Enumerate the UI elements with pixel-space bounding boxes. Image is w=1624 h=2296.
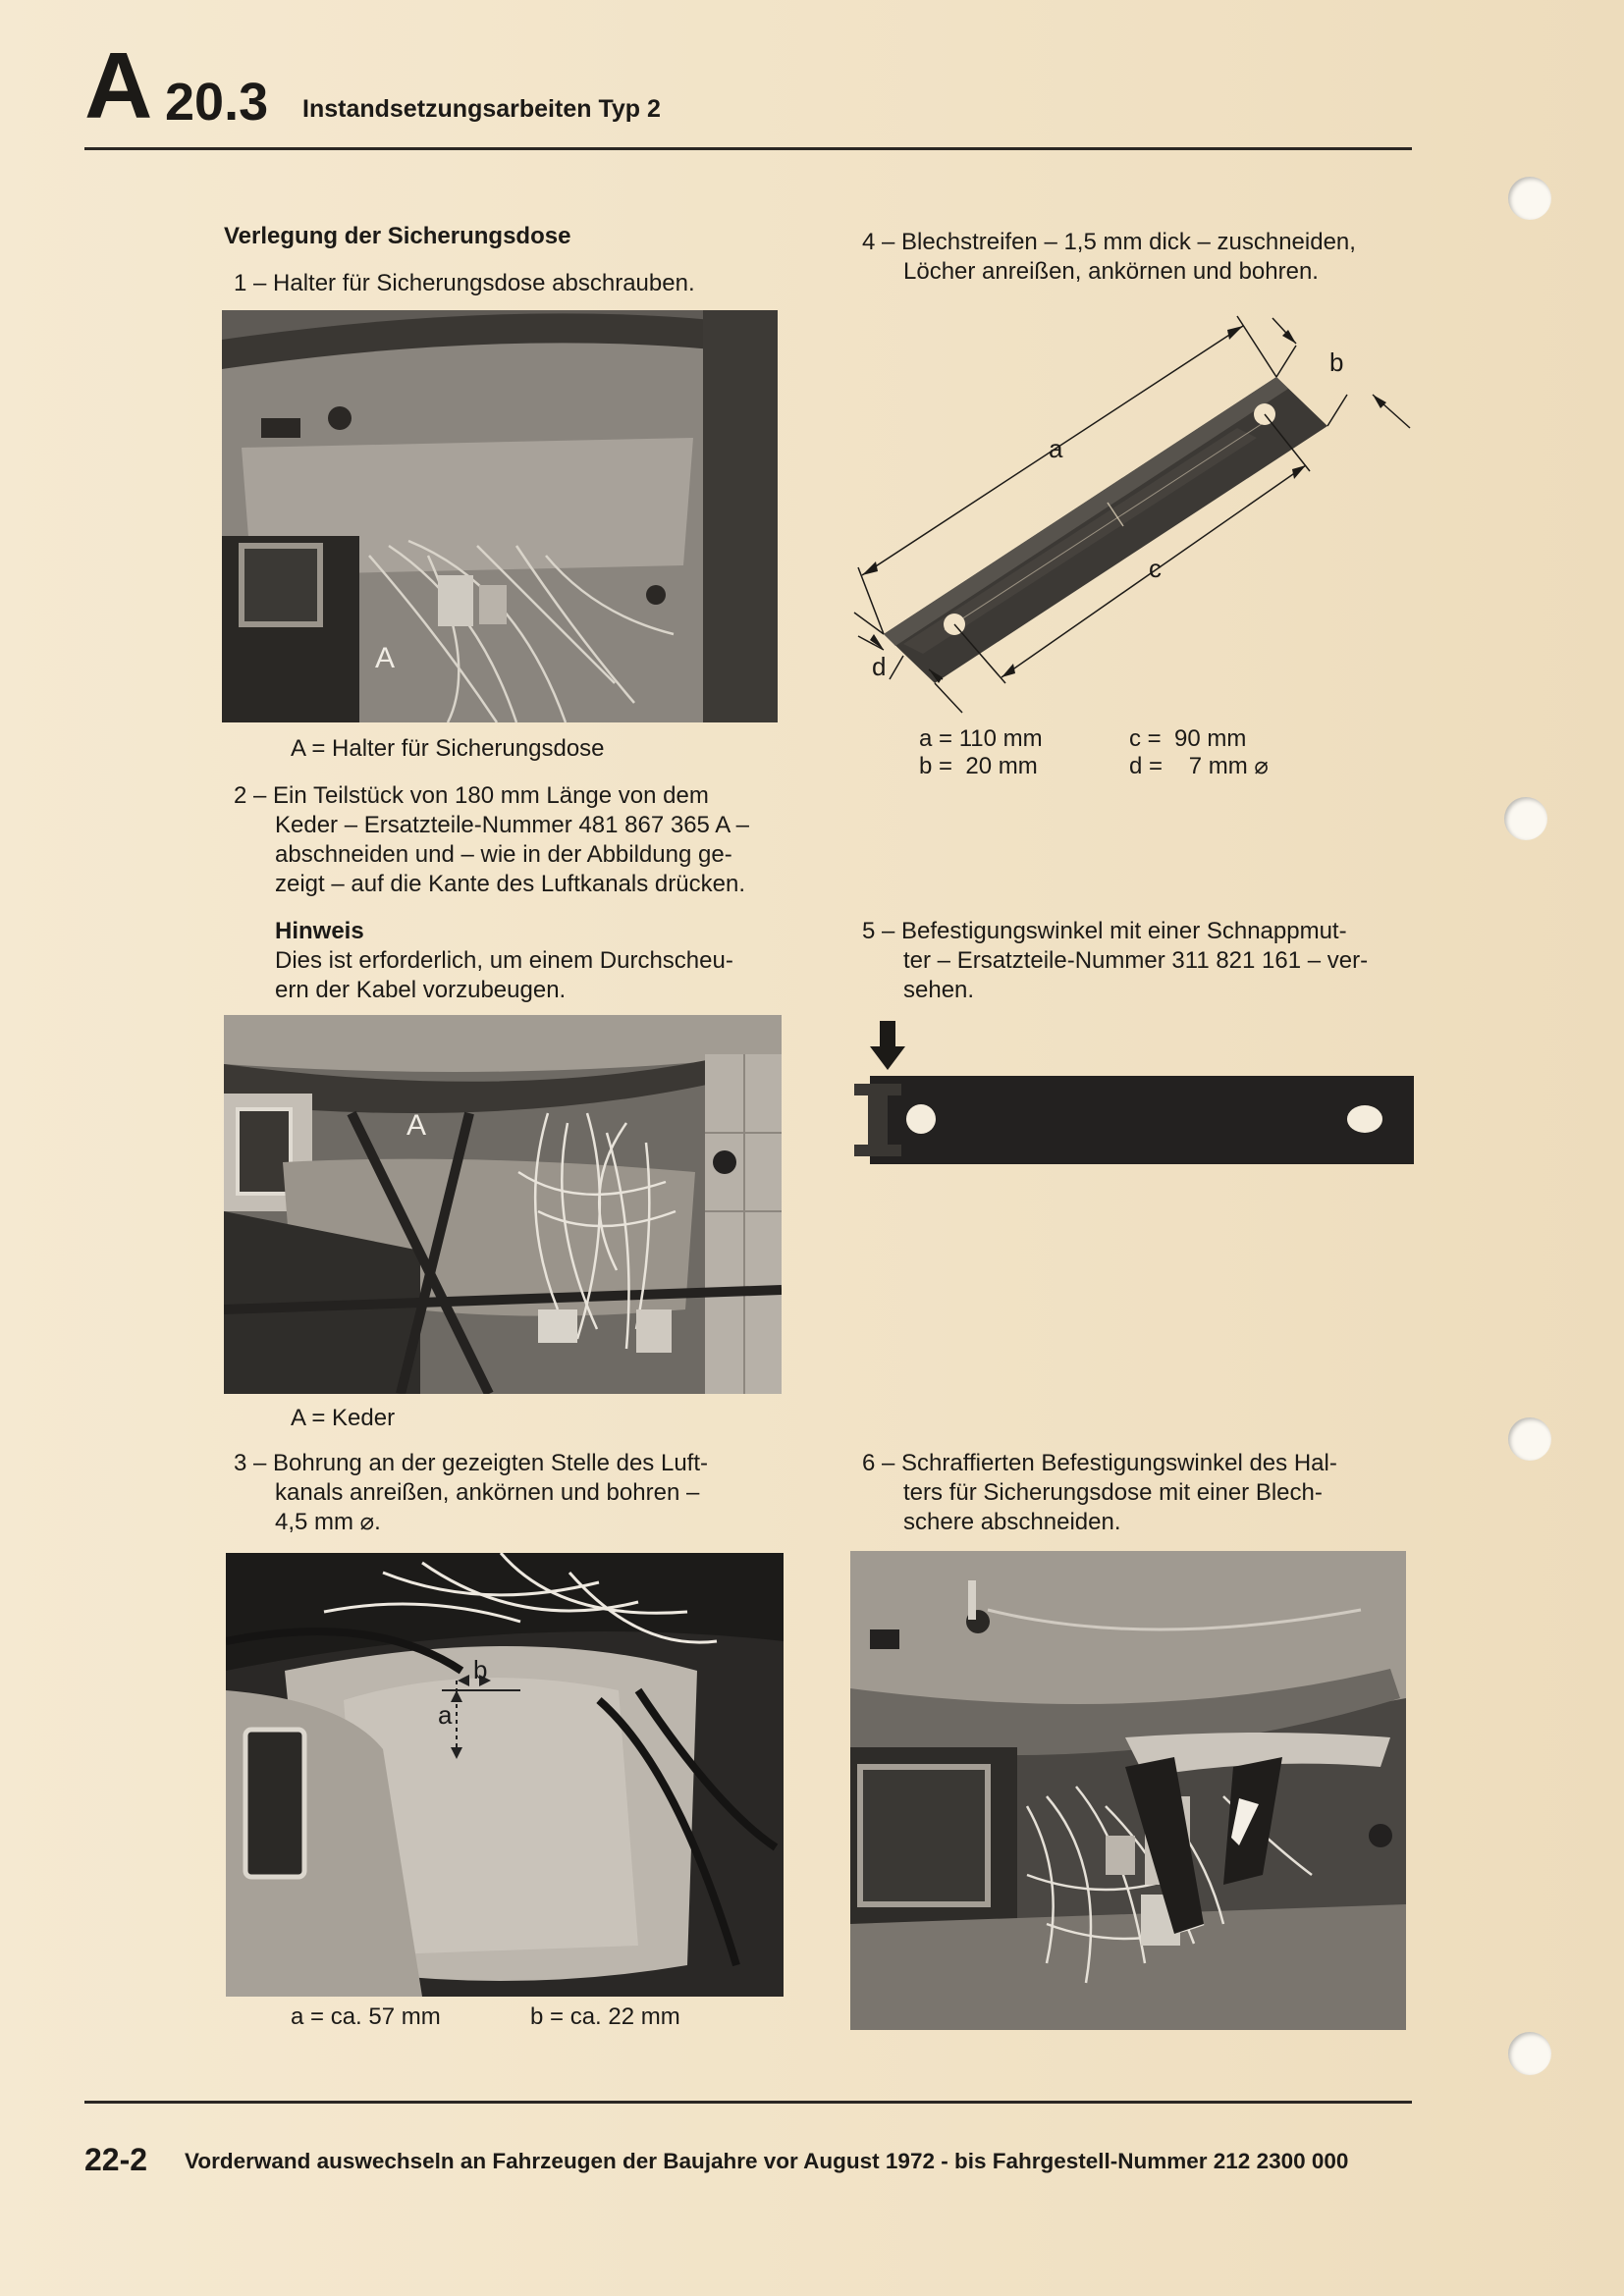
note-heading: Hinweis [275,918,364,944]
bracket-with-snap-nut [850,1021,1420,1168]
dimension-d: d = 7 mm ⌀ [1129,753,1269,779]
punch-hole [1508,1417,1551,1461]
photo-fuse-box-bracket [222,310,778,722]
photo-edge-trim [224,1015,782,1394]
step-2 [234,781,782,899]
note-line: Dies ist erforderlich, um einem Durchscheu- [275,947,733,974]
note-text [275,946,785,1005]
step-3 [234,1449,782,1537]
bracket-hole [906,1104,936,1134]
photo-label-a: a [438,1700,453,1730]
step-3-line: 3 – Bohrung an der gezeigten Stelle des Luft- [234,1450,708,1476]
label-a: a [1049,434,1063,463]
caption-3a: a = ca. 57 mm [291,2003,441,2030]
caption-1: A = Halter für Sicherungsdose [291,735,605,762]
photo-label-b: b [473,1655,488,1684]
label-d: d [872,652,887,681]
step-6-line: 6 – Schraffierten Befestigungswinkel des Hal- [862,1450,1337,1476]
punch-hole [1508,2032,1551,2075]
caption-3b: b = ca. 22 mm [530,2003,680,2030]
step-5-line: 5 – Befestigungswinkel mit einer Schnappmut- [862,918,1347,944]
note-line: ern der Kabel vorzubeugen. [275,977,567,1003]
section-letter: A [84,33,149,138]
step-5 [862,917,1412,1005]
label-b: b [1329,347,1344,377]
label-c: c [1149,554,1162,583]
step-2-line: zeigt – auf die Kante des Luftkanals drücken. [275,871,745,897]
section-header [84,33,1420,138]
step-4-line: Löcher anreißen, ankörnen und bohren. [903,258,1319,285]
step-3-line: kanals anreißen, ankörnen und bohren – [275,1479,700,1506]
caption-2: A = Keder [291,1405,396,1431]
step-6-line: ters für Sicherungsdose mit einer Blech- [903,1479,1323,1506]
section-heading: Verlegung der Sicherungsdose [224,223,571,249]
step-2-line: abschneiden und – wie in der Abbildung ge- [275,841,732,868]
bracket-drawing [850,1021,1420,1168]
arrow-icon [870,1021,905,1070]
step-3-line: 4,5 mm ⌀. [275,1509,381,1535]
section-number: 20.3 [165,73,269,132]
dimension-a: a = 110 mm [919,725,1043,752]
punch-hole [1508,177,1551,220]
header-rule [84,147,1412,150]
bracket-hole [1347,1105,1382,1133]
page-number: 22-2 [84,2142,148,2177]
photo-label-a: A [406,1109,427,1142]
step-5-line: sehen. [903,977,975,1003]
photo-label-a: A [375,642,396,674]
step-4-line: 4 – Blechstreifen – 1,5 mm dick – zuschneiden, [862,229,1356,255]
step-2-line: 2 – Ein Teilstück von 180 mm Länge von dem [234,782,709,809]
step-1: 1 – Halter für Sicherungsdose abschrauben. [234,270,695,296]
step-2-line: Keder – Ersatzteile-Nummer 481 867 365 A – [275,812,749,838]
strip-dimension-diagram [844,310,1434,722]
dimension-c: c = 90 mm [1129,725,1247,752]
strip-drawing [844,310,1434,722]
punch-hole [1504,797,1547,840]
photo-drill-position [226,1553,784,1997]
step-5-line: ter – Ersatzteile-Nummer 311 821 161 – ver- [903,947,1369,974]
dimension-b: b = 20 mm [919,753,1038,779]
footer-rule [84,2101,1412,2104]
step-6 [862,1449,1412,1537]
step-6-line: schere abschneiden. [903,1509,1121,1535]
section-title: Instandsetzungsarbeiten Typ 2 [302,95,661,123]
footer-text: Vorderwand auswechseln an Fahrzeugen der Baujahre vor August 1972 - bis Fahrgestell-Nummer 212 2300 000 [185,2149,1349,2173]
photo-cut-bracket [850,1551,1406,2030]
step-4 [862,228,1412,287]
